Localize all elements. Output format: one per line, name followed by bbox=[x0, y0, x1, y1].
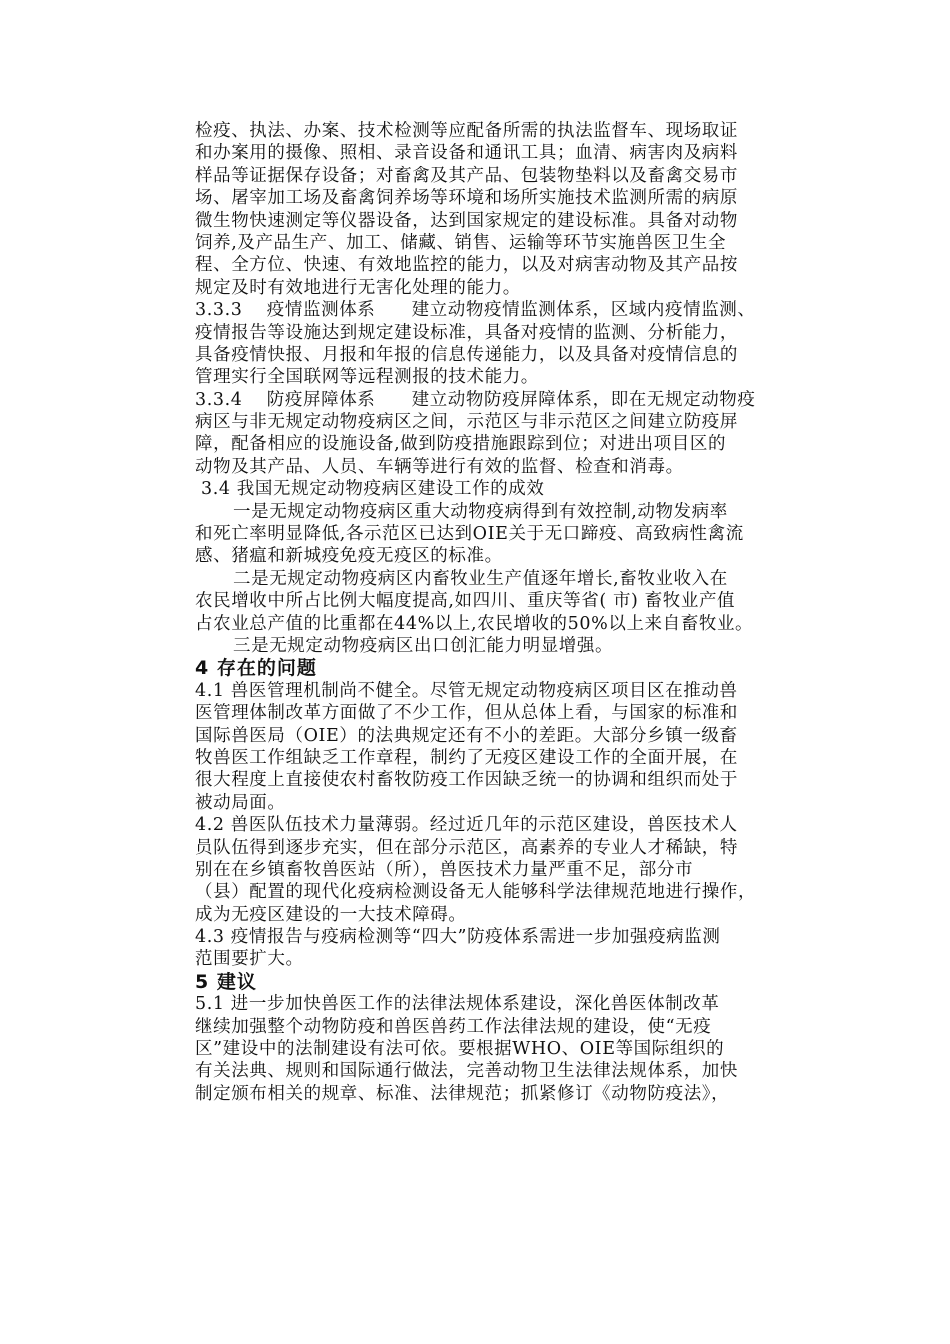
text-line: 4.3 疫情报告与疫病检测等“四大”防疫体系需进一步加强疫病监测 bbox=[195, 927, 721, 948]
text-line: （县）配置的现代化疫病检测设备无人能够科学法律规范地进行操作， bbox=[195, 882, 757, 903]
text-line: 3.3.3 疫情监测体系 建立动物疫情监测体系，区域内疫情监测、 bbox=[195, 300, 756, 321]
text-line: 障，配备相应的设施设备,做到防疫措施跟踪到位；对进出项目区的 bbox=[195, 434, 727, 455]
text-line: 3.3.4 防疫屏障体系 建立动物防疫屏障体系，即在无规定动物疫 bbox=[195, 389, 756, 410]
text-line: 占农业总产值的比重都在44%以上,农民增收的50%以上来自畜牧业。 bbox=[195, 613, 754, 634]
text-line: 4.2 兽医队伍技术力量薄弱。经过近几年的示范区建设，兽医技术人 bbox=[195, 815, 738, 836]
text-line: 病区与非无规定动物疫病区之间，示范区与非示范区之间建立防疫屏 bbox=[195, 412, 738, 433]
text-line: 和死亡率明显降低,各示范区已达到OIE关于无口蹄疫、高致病性禽流 bbox=[195, 524, 744, 545]
text-line: 制定颁布相关的规章、标准、法律规范；抓紧修订《动物防疫法》， bbox=[195, 1083, 730, 1104]
text-line: 疫情报告等设施达到规定建设标准，具备对疫情的监测、分析能力， bbox=[195, 322, 738, 343]
document-body bbox=[195, 120, 795, 1105]
text-line: 动物及其产品、人员、车辆等进行有效的监督、检查和消毒。 bbox=[195, 456, 684, 477]
text-line: 别在在乡镇畜牧兽医站（所），兽医技术力量严重不足，部分市 bbox=[195, 859, 694, 880]
text-line: 检疫、执法、办案、技术检测等应配备所需的执法监督车、现场取证 bbox=[195, 121, 738, 141]
text-line: 样品等证据保存设备；对畜禽及其产品、包装物垫料以及畜禽交易市 bbox=[195, 165, 738, 186]
text-line: 牧兽医工作组缺乏工作章程，制约了无疫区建设工作的全面开展，在 bbox=[195, 747, 738, 768]
text-line: 三是无规定动物疫病区出口创汇能力明显增强。 bbox=[233, 635, 614, 656]
text-line: 范围要扩大。 bbox=[195, 949, 304, 970]
text-line: 成为无疫区建设的一大技术障碍。 bbox=[195, 904, 467, 925]
text-line: 员队伍得到逐步充实，但在部分示范区，高素养的专业人才稀缺，特 bbox=[195, 837, 738, 858]
section-heading: 5 建议 bbox=[195, 970, 257, 993]
text-line: 微生物快速测定等仪器设备，达到国家规定的建设标准。具备对动物 bbox=[195, 210, 738, 231]
text-line: 感、猪瘟和新城疫免疫无疫区的标准。 bbox=[195, 546, 503, 567]
text-line: 有关法典、规则和国际通行做法，完善动物卫生法律法规体系，加快 bbox=[195, 1061, 738, 1082]
text-line: 很大程度上直接使农村畜牧防疫工作因缺乏统一的协调和组织而处于 bbox=[195, 770, 738, 791]
section-heading: 4 存在的问题 bbox=[195, 657, 317, 680]
text-line: 程、全方位、快速、有效地监控的能力，以及对病害动物及其产品按 bbox=[195, 255, 738, 276]
text-line: 一是无规定动物疫病区重大动物疫病得到有效控制,动物发病率 bbox=[233, 501, 728, 522]
text-line: 继续加强整个动物防疫和兽医兽药工作法律法规的建设，使“无疫 bbox=[195, 1016, 712, 1037]
text-line: 场、屠宰加工场及畜禽饲养场等环境和场所实施技术监测所需的病原 bbox=[195, 188, 738, 209]
text-line: 规定及时有效地进行无害化处理的能力。 bbox=[195, 277, 521, 298]
text-line: 饲养,及产品生产、加工、储藏、销售、运输等环节实施兽医卫生全 bbox=[195, 232, 727, 253]
text-line: 医管理体制改革方面做了不少工作，但从总体上看，与国家的标准和 bbox=[195, 703, 738, 724]
text-line: 具备疫情快报、月报和年报的信息传递能力，以及具备对疫情信息的 bbox=[195, 344, 738, 365]
text-line: 被动局面。 bbox=[195, 792, 286, 813]
text-line: 4.1 兽医管理机制尚不健全。尽管无规定动物疫病区项目区在推动兽 bbox=[195, 680, 738, 701]
text-line: 和办案用的摄像、照相、录音设备和通讯工具；血清、病害肉及病料 bbox=[195, 143, 738, 164]
text-line: 3.4 我国无规定动物疫病区建设工作的成效 bbox=[201, 479, 545, 500]
text-line: 农民增收中所占比例大幅度提高,如四川、重庆等省( 市) 畜牧业产值 bbox=[195, 591, 736, 612]
text-line: 区”建设中的法制建设有法可依。要根据WHO、OIE等国际组织的 bbox=[195, 1039, 725, 1060]
text-line: 5.1 进一步加快兽医工作的法律法规体系建设，深化兽医体制改革 bbox=[195, 994, 720, 1015]
text-line: 管理实行全国联网等远程测报的技术能力。 bbox=[195, 367, 539, 388]
text-line: 二是无规定动物疫病区内畜牧业生产值逐年增长,畜牧业收入在 bbox=[233, 568, 728, 589]
text-line: 国际兽医局（OIE）的法典规定还有不小的差距。大部分乡镇一级畜 bbox=[195, 725, 738, 746]
